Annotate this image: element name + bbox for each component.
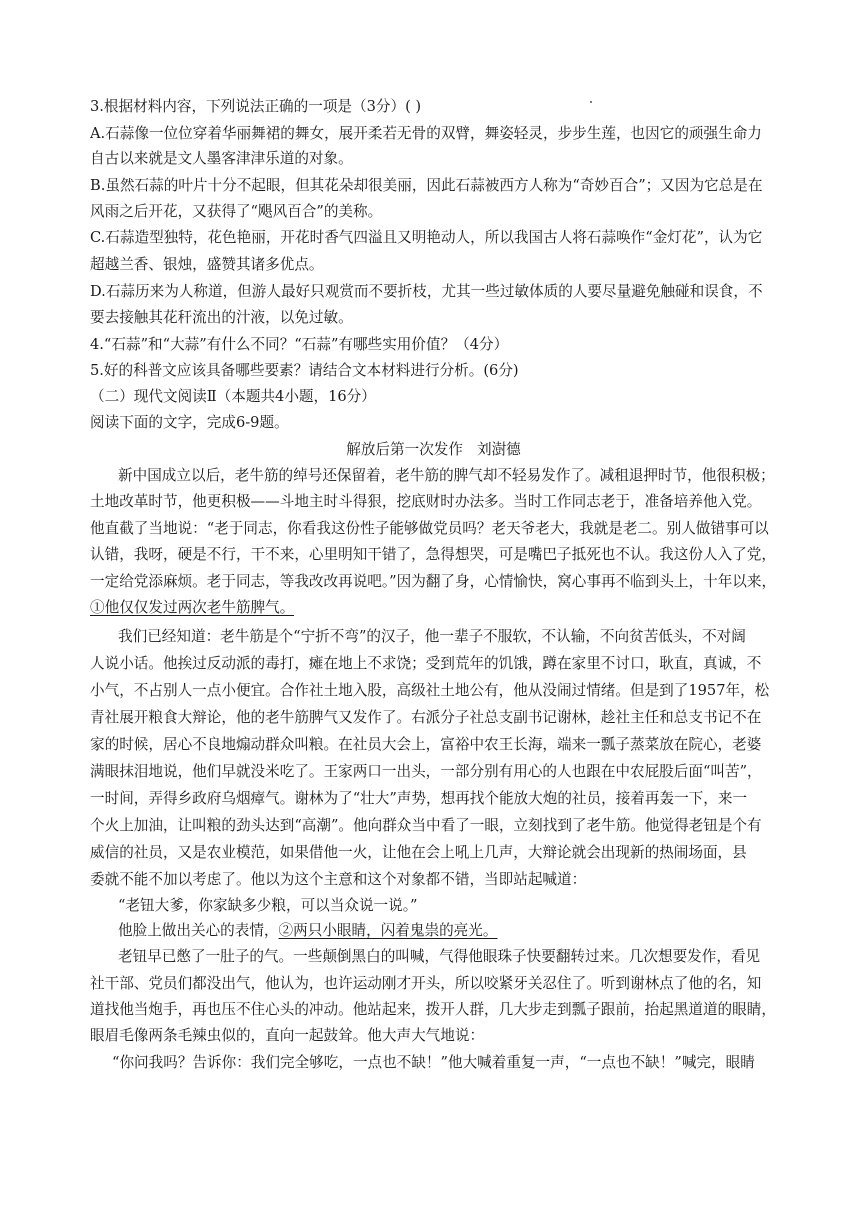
article-title: 解放后第一次发作 (346, 441, 463, 458)
paragraph-1-line-2: 土地改革时节，他更积极——斗地主时斗得狠，挖底财时办法多。当时工作同志老于，准备培养他入党。 (90, 493, 762, 510)
paragraph-5-line-3: 道找他当炮手，再也压不住心头的冲动。他站起来，拨开人群，几大步走到瓢子跟前，抬起黑道道的眼睛， (90, 1001, 776, 1018)
paragraph-1-line-5: 一定给党添麻烦。老于同志，等我改改再说吧。”因为翻了身，心情愉快，窝心事再不临到头上，十年以来， (90, 573, 777, 590)
paragraph-1-line-1: 新中国成立以后，老牛筋的绰号还保留着，老牛筋的脾气却不轻易发作了。减租退押时节，他很积极； (118, 467, 775, 484)
paragraph-4 (118, 921, 790, 941)
question-4: 4.“石蒜”和“大蒜”有什么不同？“石蒜”有哪些实用价值？（4分） (90, 336, 509, 353)
question-3-option-b: B.虽然石蒜的叶片十分不起眼，但其花朵却很美丽，因此石蒜被西方人称为“奇妙百合”；又因为它总是在 (90, 177, 763, 194)
question-3-option-a-cont: 自古以来就是文人墨客津津乐道的对象。 (90, 150, 353, 167)
paragraph-2-line-8: 个火上加油，让叫粮的劲头达到“高潮”。他向群众当中看了一眼，立刻找到了老牛筋。他觉得老钮是个有 (90, 817, 762, 834)
paragraph-2-line-9: 威信的社员，又是农业模范，如果借他一火，让他在会上吼上几声，大辩论就会出现新的热闹场面，县 (90, 844, 747, 861)
paragraph-5-line-1: 老钮早已憋了一肚子的气。一些颠倒黑白的叫喊，气得他眼珠子快要翻转过来。几次想要发作，看见 (118, 948, 761, 965)
question-3-stem: 3.根据材料内容，下列说法正确的一项是（3分）( ) (90, 98, 422, 115)
question-3-option-c: C.石蒜造型独特，花色艳丽，开花时香气四溢且又明艳动人，所以我国古人将石蒜唤作“金灯花”，认为它 (90, 229, 763, 246)
paragraph-6-line-1: “你问我吗？告诉你：我们完全够吃，一点也不缺！”他大喊着重复一声，“一点也不缺！”喊完，眼睛 (112, 1054, 755, 1071)
question-3-option-a: A.石蒜像一位位穿着华丽舞裙的舞女，展开柔若无骨的双臂，舞姿轻灵，步步生莲，也因它的顽强生命力 (90, 125, 762, 142)
article-title-line (0, 440, 867, 460)
question-3-option-c-cont: 超越兰香、银烛，盛赞其诸多优点。 (90, 256, 324, 273)
section-instruction: 阅读下面的文字，完成6-9题。 (90, 414, 289, 431)
underlined-sentence-2: ②两只小眼睛，闪着鬼祟的亮光。 (278, 922, 498, 939)
paragraph-2-line-6: 满眼抹泪地说，他们早就没米吃了。王家两口一出头，一部分别有用心的人也跟在中农屁股后面“叫苦”， (90, 763, 762, 780)
paragraph-2-line-3: 小气，不占别人一点小便宜。合作社土地入股，高级社土地公有，他从没闹过情绪。但是到了1957年，松 (90, 682, 770, 699)
paragraph-4-text: 他脸上做出关心的表情， (118, 922, 279, 939)
paragraph-2-line-5: 家的时候，居心不良地煽动群众叫粮。在社员大会上，富裕中农王长海，端来一瓢子蒸菜放在院心，老婆 (90, 736, 762, 753)
question-3-option-d: D.石蒜历来为人称道，但游人最好只观赏而不要折枝，尤其一些过敏体质的人要尽量避免触碰和误食，不 (90, 283, 763, 300)
paragraph-5-line-4: 眼眉毛像两条毛辣虫似的，直向一起鼓耸。他大声大气地说： (90, 1027, 485, 1044)
paragraph-2-line-1: 我们已经知道：老牛筋是个“宁折不弯”的汉子，他一辈子不服软，不认输，不向贫苦低头，不对阔 (118, 628, 746, 645)
paragraph-2-line-4: 青社展开粮食大辩论，他的老牛筋脾气又发作了。右派分子社总支副书记谢林，趁社主任和总支书记不在 (90, 709, 762, 726)
underlined-sentence-1: ①他仅仅发过两次老牛筋脾气。 (90, 599, 295, 616)
section-heading: （二）现代文阅读Ⅱ（本题共4小题，16分） (90, 388, 376, 405)
article-author: 刘澍德 (476, 441, 521, 458)
paragraph-5-line-2: 社干部、党员们都没出气，他认为，也许运动刚才开头，所以咬紧牙关忍住了。听到谢林点了他的名，知 (90, 975, 762, 992)
question-5: 5.好的科普文应该具备哪些要素？请结合文本材料进行分析。(6分) (90, 362, 519, 379)
paragraph-2-line-7: 一时间，弄得乡政府乌烟瘴气。谢林为了“壮大”声势，想再找个能放大炮的社员，接着再轰一下，来一 (90, 790, 748, 807)
question-3-option-b-cont: 风雨之后开花，又获得了“飓风百合”的美称。 (90, 203, 383, 220)
paragraph-2-line-10: 委就不能不加以考虑了。他以为这个主意和这个对象都不错，当即站起喊道： (90, 871, 587, 888)
paragraph-3: “老钮大爹，你家缺多少粮，可以当众说一说。” (118, 897, 418, 914)
paragraph-2-line-2: 人说小话。他挨过反动派的毒打，瘫在地上不求饶；受到荒年的饥饿，蹲在家里不讨口，耿直，真诚，不 (90, 655, 762, 672)
paragraph-1-line-3: 他直截了当地说：“老于同志，你看我这份性子能够做党员吗？老天爷老大，我就是老二。别人做错事可以 (90, 520, 769, 537)
paragraph-1-line-4: 认错，我呀，硬是不行，干不来，心里明知干错了，急得想哭，可是嘴巴子抵死也不认。我这份人入了党， (90, 546, 776, 563)
question-3-option-d-cont: 要去接触其花秆流出的汁液，以免过敏。 (90, 309, 353, 326)
